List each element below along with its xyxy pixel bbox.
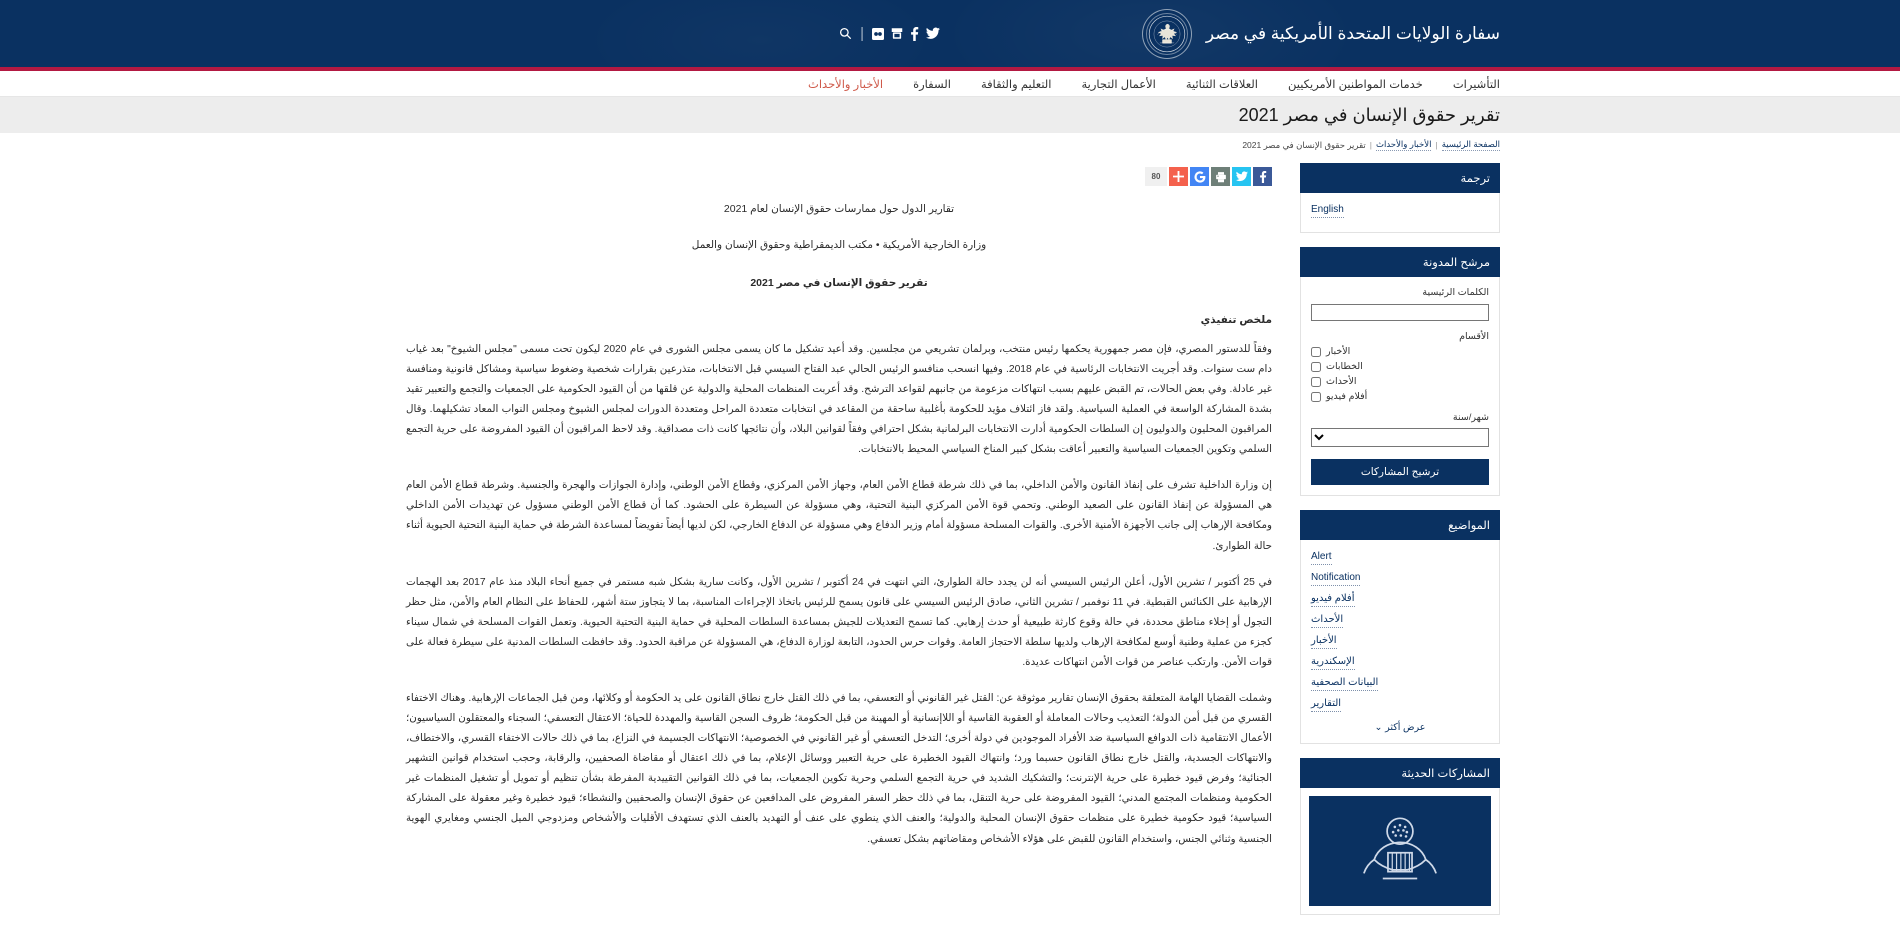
breadcrumb-separator: | (1435, 140, 1438, 150)
breadcrumb-home[interactable]: الصفحة الرئيسية (1441, 139, 1500, 149)
article-paragraph: وشملت القضايا الهامة المتعلقة بحقوق الإنسان تقارير موثوقة عن: القتل غير القانوني أو التعسفي، بما في ذلك القتل خارج نطاق القانون على يد الحكومة أو وكلائها، ومن قبل الجماعات الإرهابية. وهناك الاختفاء القسري من قبل أمن الدولة؛ التعذيب وحالات المعاملة أو العقوبة القاسية أو اللاإنسانية أو المهينة من قبل الحكومة؛ ظروف السجن القاسية والمهددة للحياة؛ الاعتقال التعسفي؛ السجناء والمعتقلون السياسيون؛ الأعمال الانتقامية ذات الدوافع السياسية ضد الأفراد الموجودين في دولة أخرى؛ التدخل التعسفي أو غير القانوني في الخصوصية؛ الانتهاكات الجسيمة في النزاع، بما في ذلك حالات الاختفاء القسري، والاختطاف، والانتهاكات الجسدية، والقتل خارج نطاق القانون حسبما ورد؛ وانتهاك القيود الخطيرة على حرية التعبير ووسائل الإعلام، بما في ذلك اعتقال أو مقاضاة الصحفيين، والرقابة، وحجب استخدام قوانين التشهير الجنائية؛ وفرض قيود خطيرة على حرية الإنترنت؛ والتشكيك الشديد في حرية التجمع السلمي وحرية تكوين الجمعيات، بما في ذلك القوانين التقييدية المفرطة بشأن تنظيم أو تمويل أو تشغيل المنظمات غير الحكومية ومنظمات المجتمع المدني؛ القيود المفروضة على حرية التنقل، بما في ذلك حظر السفر المفروض على المدافعين عن حقوق الإنسان والصحفيين والنشطاء؛ قيود خطيرة وغير معقولة على المشاركة السياسية؛ قيود حكومية خطيرة على منظمات حقوق الإنسان المحلية والدولية؛ والعنف الذي ينطوي على عنف أو التهديد بالعنف الذي تستهدف الأقليات والأشخاص ومزدوجي الميل الجنسي ومغايري الهوية الجنسية وثنائي الجنس، واستخدام القانون للقبض على هؤلاء الأشخاص ومقاضاتهم بشكل تعسفي. (406, 692, 1272, 845)
topics-body (1300, 540, 1500, 744)
addthis-plus-button[interactable] (1169, 167, 1188, 186)
month-year-select[interactable] (1311, 428, 1489, 447)
translation-widget-heading: ترجمة (1300, 163, 1500, 193)
search-icon[interactable] (839, 27, 852, 40)
flickr-icon[interactable] (872, 28, 884, 40)
category-checkbox-videos[interactable] (1311, 392, 1321, 402)
brand[interactable] (1142, 0, 1500, 67)
breadcrumb-bar (0, 133, 1900, 157)
recent-posts-heading: المشاركات الحديثة (1300, 758, 1500, 788)
facebook-share-button[interactable] (1253, 167, 1272, 186)
blog-filter-body (1300, 277, 1500, 496)
share-bar[interactable] (406, 163, 1272, 186)
google-share-button[interactable] (1190, 167, 1209, 186)
category-label-news[interactable]: الأخبار (1326, 346, 1351, 357)
share-count[interactable]: 80 (1145, 167, 1167, 186)
keywords-input[interactable] (1311, 304, 1489, 321)
topic-link-videos[interactable]: أفلام فيديو (1311, 590, 1355, 607)
translation-widget-body (1300, 193, 1500, 233)
category-label-videos[interactable]: أفلام فيديو (1326, 391, 1368, 402)
blog-filter-widget (1300, 247, 1500, 496)
site-header (0, 0, 1900, 67)
print-button[interactable] (1211, 167, 1230, 186)
brand-title: سفارة الولايات المتحدة الأمريكية في مصر (1205, 23, 1500, 43)
article-paragraph: وفقاً للدستور المصري، فإن مصر جمهورية يحكمها رئيس منتخب، وبرلمان تشريعي من مجلسين. وقد أعيد تشكيل ما كان يسمى مجلس الشورى في عام 2020 ليكون تحت مسمى "مجلس الشيوخ" بعد غياب دام ست سنوات. وقد أجريت الانتخابات الرئاسية في عام 2018. وفيها انسحب منافسو الرئيس الحالي عبد الفتاح السيسي قبل الانتخابات، متذرعين بقرارات شخصية وضغوط سياسية ومشاكل قانونية ومنافسة غير عادلة. وفي بعض الحالات، تم القبض عليهم بسبب انتهاكات مزعومة من جانبهم لقواعد الترشح. وقد أعربت المنظمات المحلية والدولية عن قلقها من أن القيود الحكومية على الجمعيات والتجمع والتعبير تقيد بشدة المشاركة الواسعة في العملية السياسية. ولقد فاز ائتلاف مؤيد للحكومة بأغلبية ساحقة من المقاعد في انتخابات متعددة المراحل ومتعددة الدورات لمجلس الشيوخ ومجلس النواب المعاد تشكيلهما. وقال المراقبون المحليون والدوليون إن السلطات الحكومية أدارت الانتخابات البرلمانية بشكل احترافي وفقاً لقوانين البلاد، وأن نتائجها كانت ذات مصداقية. وقد لاحظ المراقبون أن القيود المفروضة على حرية التجمع السلمي وتكوين الجمعيات السياسية والتعبير أعاقت بشكل كبير المناخ السياسي المحيط بالانتخابات. (406, 343, 1273, 456)
us-great-seal-thumbnail[interactable] (1309, 796, 1491, 906)
breadcrumb-separator: | (1369, 140, 1372, 150)
article-paragraph: إن وزارة الداخلية تشرف على إنفاذ القانون والأمن الداخلي، بما في ذلك شرطة قطاع الأمن العام، وجهاز الأمن المركزي، وقطاع الأمن الوطني، وإدارة الجوازات والهجرة والجنسية. وشرطة قطاع الأمن العام هي المسؤولة عن إنفاذ القانون على الصعيد الوطني. وتحمي قوة الأمن المركزي البنية التحتية، وهي مسؤولة عن السيطرة على الحشود. كما أن قطاع الأمن الوطني مسؤول عن تهديدات الأمن الداخلي ومكافحة الإرهاب إلى جانب الأجهزة الأمنية الأخرى. والقوات المسلحة مسؤولة أمام وزير الدفاع وهي مسؤولة عن الدفاع الخارجي، لكن لديها أيضاً تفويضاً لمساعدة الشرطة في حماية البنية التحتية الحيوية أثناء حالة الطوارئ. (406, 480, 1272, 552)
keywords-label: الكلمات الرئيسية (1422, 287, 1489, 298)
topic-link-press-releases[interactable]: البيانات الصحفية (1311, 674, 1378, 691)
nav-item-visas[interactable]: التأشيرات (1452, 79, 1500, 91)
topic-link-events[interactable]: الأحداث (1311, 611, 1343, 628)
recent-posts-widget (1300, 758, 1500, 915)
topics-heading: المواضيع (1300, 510, 1500, 540)
topic-link-news[interactable]: الأخبار (1311, 632, 1337, 649)
nav-items-container (400, 71, 1500, 97)
translation-widget (1300, 163, 1500, 233)
translation-link-english[interactable]: English (1311, 201, 1344, 218)
report-publisher-line: وزارة الخارجية الأمريكية • مكتب الديمقراطية وحقوق الإنسان والعمل (691, 238, 987, 251)
category-label-speeches[interactable]: الخطابات (1326, 361, 1363, 372)
topic-link-reports[interactable]: التقارير (1311, 695, 1341, 712)
category-checkbox-news[interactable] (1311, 347, 1321, 357)
breadcrumb (400, 139, 1500, 151)
twitter-icon[interactable] (926, 27, 940, 40)
facebook-icon[interactable] (910, 27, 919, 41)
show-more-topics-link[interactable]: عرض أكثر ⌄ (1374, 722, 1426, 733)
topic-link-notification[interactable]: Notification (1311, 569, 1360, 586)
breadcrumb-news-events[interactable]: الأخبار والأحداث (1375, 139, 1432, 149)
category-checkbox-row[interactable] (1311, 376, 1489, 387)
sidebar (1300, 163, 1500, 929)
category-checkbox-row[interactable] (1311, 361, 1489, 372)
report-series-line: تقارير الدول حول ممارسات حقوق الإنسان لعام 2021 (723, 203, 955, 215)
categories-label: الأقسام (1459, 331, 1489, 342)
topics-widget (1300, 510, 1500, 744)
main-navigation[interactable] (0, 71, 1900, 97)
nav-item-news-events[interactable]: الأخبار والأحداث (808, 79, 884, 91)
nav-item-embassy[interactable]: السفارة (913, 79, 951, 91)
topic-link-alexandria[interactable]: الإسكندرية (1311, 653, 1355, 670)
report-title-line: تقرير حقوق الإنسان في مصر 2021 (750, 276, 928, 289)
icon-separator: | (860, 25, 864, 42)
youtube-icon[interactable] (891, 27, 903, 40)
nav-item-business[interactable]: الأعمال التجارية (1081, 79, 1156, 91)
breadcrumb-current: تقرير حقوق الإنسان في مصر 2021 (1242, 139, 1366, 150)
topic-link-alert[interactable]: Alert (1311, 548, 1332, 565)
category-checkbox-row[interactable] (1311, 346, 1489, 357)
page-title: تقرير حقوق الإنسان في مصر 2021 (1238, 104, 1500, 125)
month-year-label: شهر/سنة (1452, 412, 1489, 423)
twitter-share-button[interactable] (1232, 167, 1251, 186)
filter-posts-button[interactable]: ترشيح المشاركات (1311, 459, 1489, 485)
category-label-events[interactable]: الأحداث (1326, 376, 1357, 387)
category-checkbox-speeches[interactable] (1311, 362, 1321, 372)
blog-filter-heading: مرشح المدونة (1300, 247, 1500, 277)
nav-item-bilateral-relations[interactable]: العلاقات الثنائية (1185, 79, 1258, 91)
category-checkbox-row[interactable] (1311, 391, 1489, 402)
nav-item-american-citizen-services[interactable]: خدمات المواطنين الأمريكيين (1287, 79, 1423, 91)
header-social-icons[interactable] (839, 0, 940, 67)
us-department-of-state-seal (1142, 9, 1192, 59)
nav-item-education-culture[interactable]: التعليم والثقافة (980, 79, 1052, 91)
executive-summary-heading: ملخص تنفيذي (1200, 313, 1272, 326)
page-body (400, 157, 1500, 929)
article-paragraph: في 25 أكتوبر / تشرين الأول، أعلن الرئيس السيسي أنه لن يجدد حالة الطوارئ، التي انتهت في 24 أكتوبر / تشرين الأول، وكانت سارية بشكل شبه مستمر في جميع أنحاء البلاد منذ عام 2017 بعد الهجمات الإرهابية على الكنائس القبطية. في 11 نوفمبر / تشرين الثاني، صادق الرئيس السيسي على قانون يسمح للرئيس باتخاذ الإجراءات المناسبة، بما لا يتجاوز ستة أشهر، للحفاظ على النظام العام والأمن، مثل حظر التجول أو إخلاء مناطق محددة، في حالة وقوع كارثة طبيعية أو حدث إرهابي. كما تسمح التعديلات للجيش بمساعدة السلطات المحلية في حماية البنية التحتية الحيوية. وتعمل القوات المسلحة في شمال سيناء كجزء من عملية وطنية أوسع لمكافحة الإرهاب ولديها سلطة الاحتجاز العامة. وقوات حرس الحدود، التابعة لوزارة الدفاع، هي المسؤولة عن مراقبة الحدود. وقد حافظت السلطات المدنية على سيطرة فعالة على قوات الأمن. وارتكب عناصر من قوات الأمن انتهاكات عديدة. (406, 576, 1272, 668)
category-checkbox-events[interactable] (1311, 377, 1321, 387)
main-content (400, 163, 1272, 929)
article-body (406, 200, 1272, 850)
page-title-bar (0, 97, 1900, 133)
